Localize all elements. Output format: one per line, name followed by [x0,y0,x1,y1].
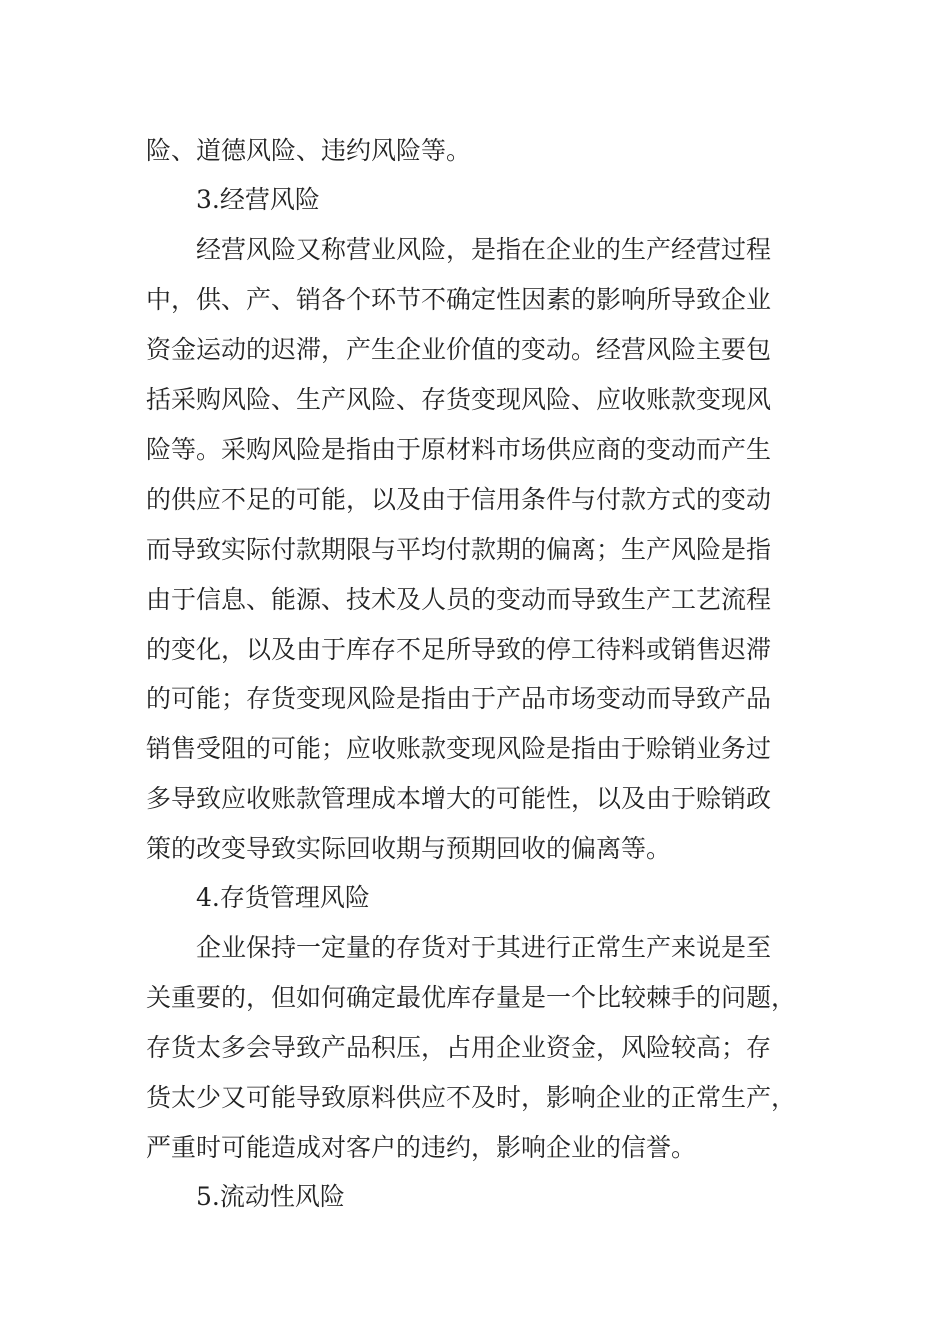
paragraph-line: 策的改变导致实际回收期与预期回收的偏离等。 [146,834,672,863]
paragraph-line: 多导致应收账款管理成本增大的可能性，以及由于赊销政 [146,784,772,813]
paragraph-line: 企业保持一定量的存货对于其进行正常生产来说是至 [196,933,772,962]
paragraph-line: 销售受阻的可能；应收账款变现风险是指由于赊销业务过 [146,734,772,763]
paragraph-line: 括采购风险、生产风险、存货变现风险、应收账款变现风 [146,385,772,414]
section-heading: 5.流动性风险 [196,1182,345,1211]
paragraph-line: 险等。采购风险是指由于原材料市场供应商的变动而产生 [146,435,772,464]
paragraph-line: 而导致实际付款期限与平均付款期的偏离；生产风险是指 [146,535,772,564]
paragraph-line: 关重要的，但如何确定最优库存量是一个比较棘手的问题， [146,983,797,1012]
paragraph-line: 中，供、产、销各个环节不确定性因素的影响所导致企业 [146,285,772,314]
paragraph-line: 资金运动的迟滞，产生企业价值的变动。经营风险主要包 [146,335,772,364]
paragraph-line: 的可能；存货变现风险是指由于产品市场变动而导致产品 [146,684,772,713]
paragraph-line: 由于信息、能源、技术及人员的变动而导致生产工艺流程 [146,585,772,614]
paragraph-line: 经营风险又称营业风险，是指在企业的生产经营过程 [196,235,772,264]
paragraph-line: 存货太多会导致产品积压，占用企业资金，风险较高；存 [146,1033,772,1062]
paragraph-line: 的供应不足的可能，以及由于信用条件与付款方式的变动 [146,485,772,514]
section-heading: 3.经营风险 [196,185,320,214]
section-heading: 4.存货管理风险 [196,883,370,912]
paragraph-line: 的变化，以及由于库存不足所导致的停工待料或销售迟滞 [146,635,772,664]
paragraph-line: 严重时可能造成对客户的违约，影响企业的信誉。 [146,1133,697,1162]
paragraph-line: 货太少又可能导致原料供应不及时，影响企业的正常生产， [146,1083,797,1112]
paragraph-line: 险、道德风险、违约风险等。 [146,136,472,165]
